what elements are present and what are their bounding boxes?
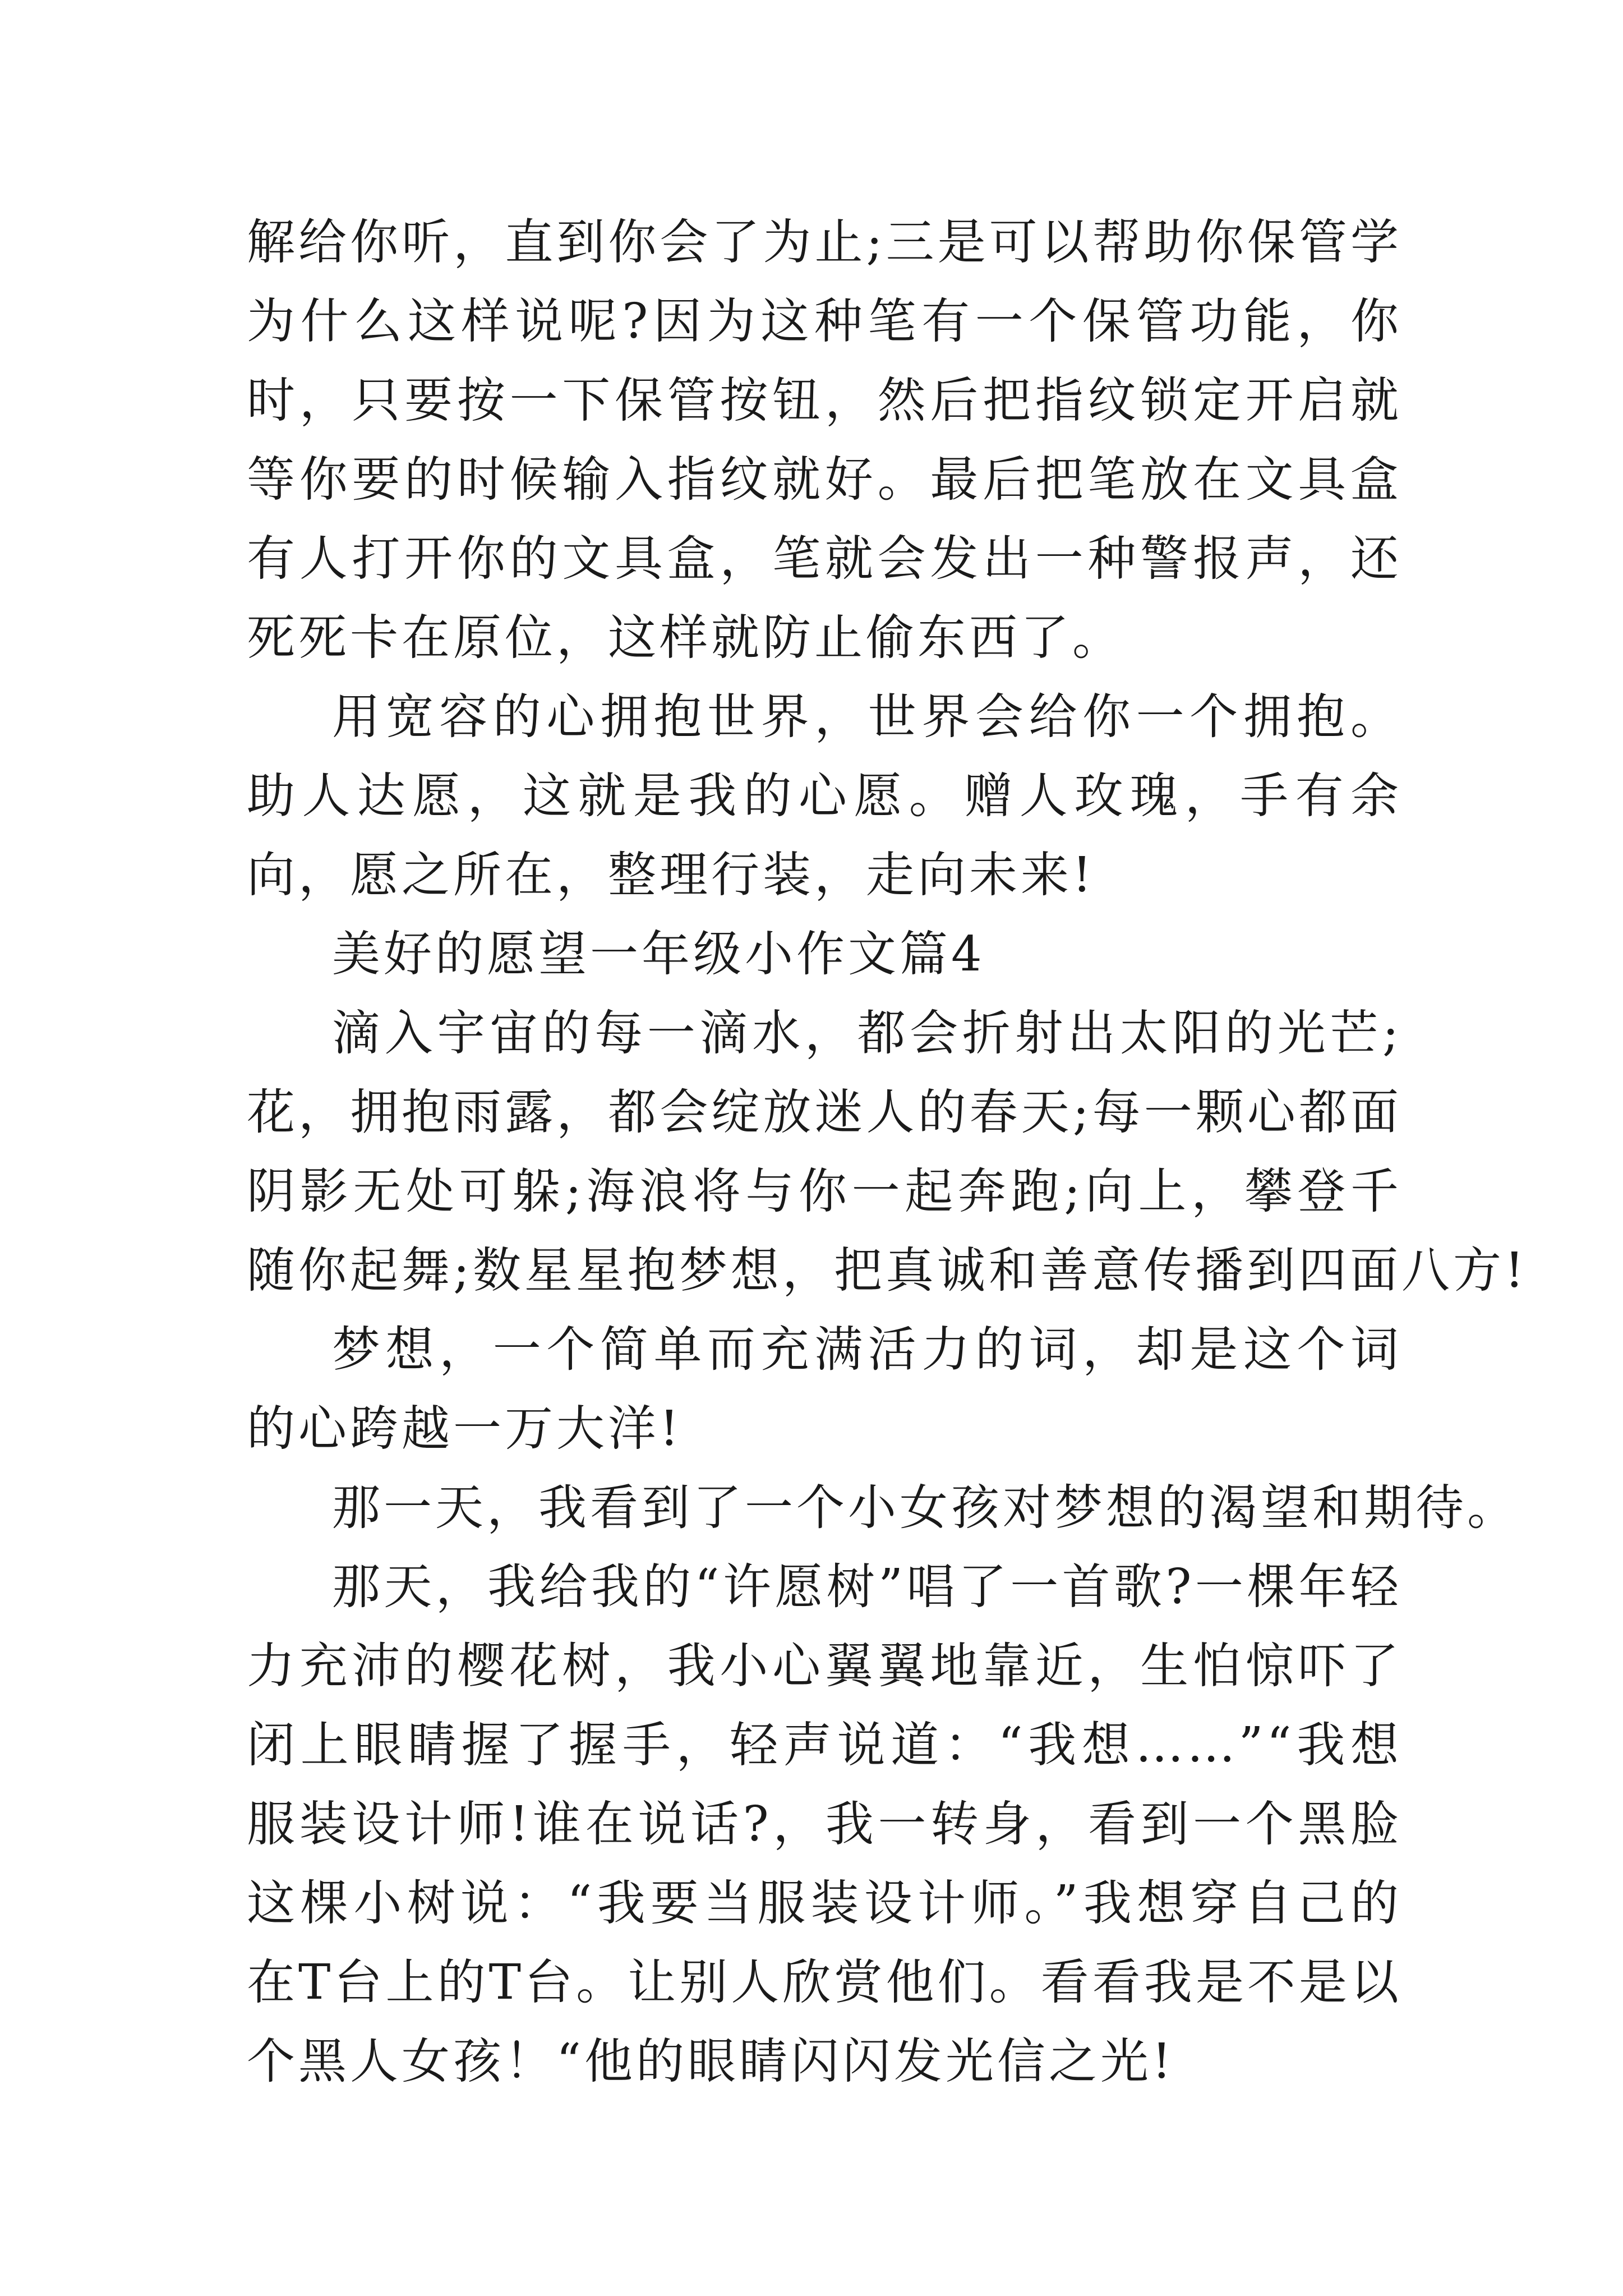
- document-body: [247, 203, 1528, 2101]
- text-line: 滴入宇宙的每一滴水，都会折射出太阳的光芒;: [332, 1005, 1402, 1061]
- text-line: 等你要的时候输入指纹就好。最后把笔放在文具盒: [247, 452, 1402, 508]
- text-line: 时，只要按一下保管按钮，然后把指纹锁定开启就: [247, 372, 1402, 429]
- text-line: 助人达愿，这就是我的心愿。赠人玫瑰，手有余: [247, 768, 1402, 824]
- text-line: 的心跨越一万大洋!: [247, 1401, 683, 1457]
- text-line: 闭上眼睛握了握手，轻声说道：“我想……”“我想: [247, 1717, 1402, 1773]
- text-line: 随你起舞;数星星抱梦想，把真诚和善意传播到四面八方!: [247, 1243, 1528, 1299]
- text-line: 美好的愿望一年级小作文篇4: [332, 926, 985, 982]
- text-line: 在T台上的T台。让别人欣赏他们。看看我是不是以: [247, 1954, 1402, 2010]
- text-line: 个黑人女孩！“他的眼睛闪闪发光信之光!: [247, 2033, 1175, 2090]
- text-line: 有人打开你的文具盒，笔就会发出一种警报声，还: [247, 531, 1402, 587]
- text-line: 用宽容的心拥抱世界，世界会给你一个拥抱。: [332, 689, 1402, 745]
- text-line: 这棵小树说：“我要当服装设计师。”我想穿自己的: [247, 1875, 1402, 1931]
- text-line: 那天，我给我的“许愿树”唱了一首歌?一棵年轻: [332, 1559, 1402, 1615]
- text-line: 为什么这样说呢?因为这种笔有一个保管功能，你: [247, 293, 1402, 349]
- paragraph-p4: [247, 994, 1528, 1310]
- paragraph-p3: [247, 915, 1402, 994]
- text-line: 那一天，我看到了一个小女孩对梦想的渴望和期待。: [332, 1480, 1519, 1536]
- paragraph-p5: [247, 1310, 1402, 1469]
- text-line: 向，愿之所在，整理行装，走向未来!: [247, 847, 1095, 903]
- paragraph-p6: [247, 1469, 1519, 1548]
- text-line: 服装设计师!谁在说话?，我一转身，看到一个黑脸: [247, 1796, 1402, 1852]
- text-line: 力充沛的樱花树，我小心翼翼地靠近，生怕惊吓了: [247, 1638, 1402, 1694]
- paragraph-p2: [247, 678, 1402, 915]
- text-line: 死死卡在原位，这样就防止偷东西了。: [247, 610, 1124, 666]
- text-line: 解给你听，直到你会了为止;三是可以帮助你保管学: [247, 214, 1402, 270]
- text-line: 花，拥抱雨露，都会绽放迷人的春天;每一颗心都面: [247, 1084, 1402, 1140]
- text-line: 阴影无处可躲;海浪将与你一起奔跑;向上，攀登千: [247, 1163, 1402, 1220]
- text-line: 梦想，一个简单而充满活力的词，却是这个词: [332, 1322, 1402, 1378]
- paragraph-p7: [247, 1548, 1402, 2101]
- paragraph-p1: [247, 203, 1402, 678]
